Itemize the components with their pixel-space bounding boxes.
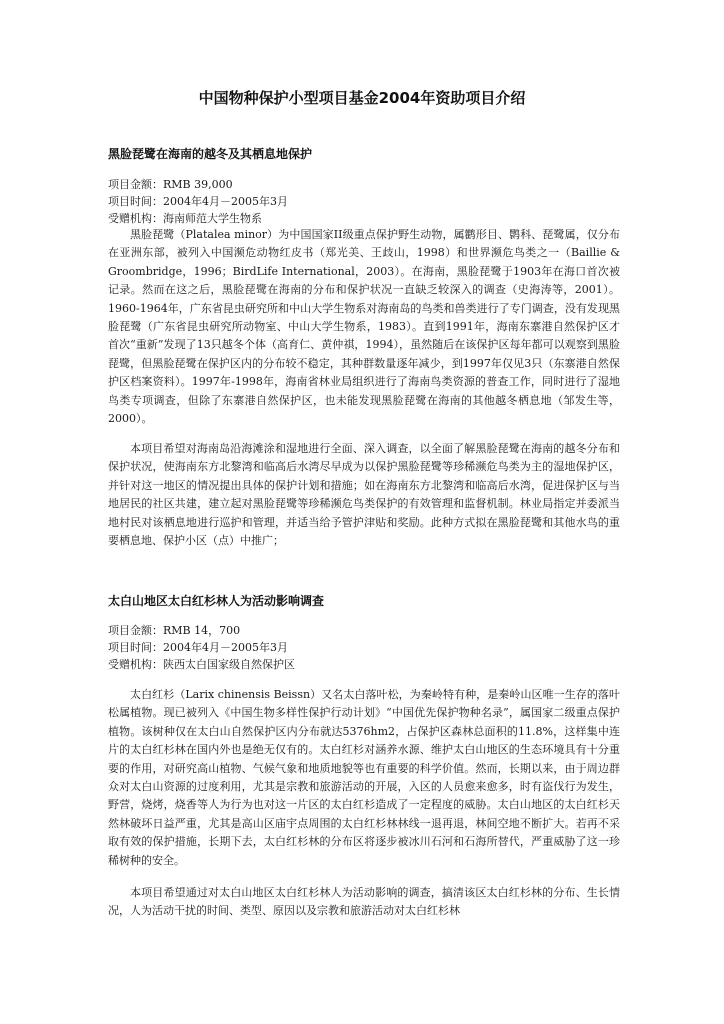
project-amount: 项目金额：RMB 14，700 [108,624,241,637]
project-meta [108,176,628,227]
section-heading: 黑脸琵鹭在海南的越冬及其栖息地保护 [108,147,313,161]
project-grantee: 受赠机构：海南师范大学生物系 [108,212,262,225]
project-amount: 项目金额：RMB 39,000 [108,178,233,191]
body-paragraph: 本项目希望通过对太白山地区太白红杉林人为活动影响的调查，搞清该区太白红杉林的分布、生长情况，人为活动干扰的时间、类型、原因以及宗教和旅游活动对太白红杉林 [108,886,620,918]
project-meta [108,622,628,673]
project-period: 项目时间：2004年4月－2005年3月 [108,195,288,208]
document-title: 中国物种保护小型项目基金2004年资助项目介绍 [198,89,526,107]
project-grantee: 受赠机构：陕西太白国家级自然保护区 [108,658,295,671]
section-heading: 太白山地区太白红杉林人为活动影响调查 [108,594,325,608]
body-paragraph: 黑脸琵鹭（Platalea minor）为中国国家II级重点保护野生动物，属鹳形目、鹮科、琵鹭属，仅分布在亚洲东部，被列入中国濒危动物红皮书（郑光美、王歧山，1998）和世界濒危鸟类之一（Baillie & Groombridge，1996；BirdLife International，2003）。在海南，黑脸琵鹭于1903年在海口首次被记录。然而在这之后，黑脸琵鹭在海南的分布和保护状况一直缺乏较深入的调查（史海涛等，2001）。1960-1964年，广东省昆虫研究所和中山大学生物系对海南岛的鸟类和兽类进行了专门调查，没有发现黑脸琵鹭（广东省昆虫研究所动物室、中山大学生物系，1983）。直到1991年，海南东寨港自然保护区才首次“重新”发现了13只越冬个体（高育仁、黄仲祺，1994），虽然随后在该保护区每年都可以观察到黑脸琵鹭，但黑脸琵鹭在保护区内的分布较不稳定，其种群数量逐年减少，到1997年仅见3只（东寨港自然保护区档案资料）。1997年-1998年，海南省林业局组织进行了海南鸟类资源的普查工作，同时进行了湿地鸟类专项调查，但除了东寨港自然保护区，也未能发现黑脸琵鹭在海南的其他越冬栖息地（邹发生等，2000）。 [108,228,620,426]
project-period: 项目时间：2004年4月－2005年3月 [108,641,288,654]
body-paragraph: 太白红杉（Larix chinensis Beissn）又名太白落叶松，为秦岭特有种，是秦岭山区唯一生存的落叶松属植物。现已被列入《中国生物多样性保护行动计划》“中国优先保护物种名录”，属国家二级重点保护植物。该树种仅在太白山自然保护区内分布就达5376hm2，占保护区森林总面积的11.8%，这样集中连片的太白红杉林在国内外也是绝无仅有的。太白红杉对涵养水源、维护太白山地区的生态环境具有十分重要的作用，对研究高山植物、气候气象和地质地貌等也有重要的科学价值。然而，长期以来，由于周边群众对太白山资源的过度利用，尤其是宗教和旅游活动的开展，入区的人员愈来愈多，时有盗伐行为发生，野营，烧烤，烧香等人为行为也对这一片区的太白红杉造成了一定程度的威胁。太白山地区的太白红杉天然林破坏日益严重，尤其是高山区庙宇点周围的太白红杉林林线一退再退，林间空地不断扩大。若再不采取有效的保护措施，长期下去，太白红杉林的分布区将逐步被冰川石河和石海所替代，严重威胁了这一珍稀树种的安全。 [108,688,620,867]
body-paragraph: 本项目希望对海南岛沿海滩涂和湿地进行全面、深入调查，以全面了解黑脸琵鹭在海南的越冬分布和保护状况，使海南东方北黎湾和临高后水湾尽早成为以保护黑脸琵鹭等珍稀濒危鸟类为主的湿地保护区，并针对这一地区的情况提出具体的保护计划和措施；如在海南东方北黎湾和临高后水湾，促进保护区与当地居民的社区共建，建立起对黑脸琵鹭等珍稀濒危鸟类保护的有效管理和监督机制。林业局指定并委派当地村民对该栖息地进行巡护和管理，并适当给予管护津贴和奖励。此种方式拟在黑脸琵鹭和其他水鸟的重要栖息地、保护小区（点）中推广； [108,442,620,548]
